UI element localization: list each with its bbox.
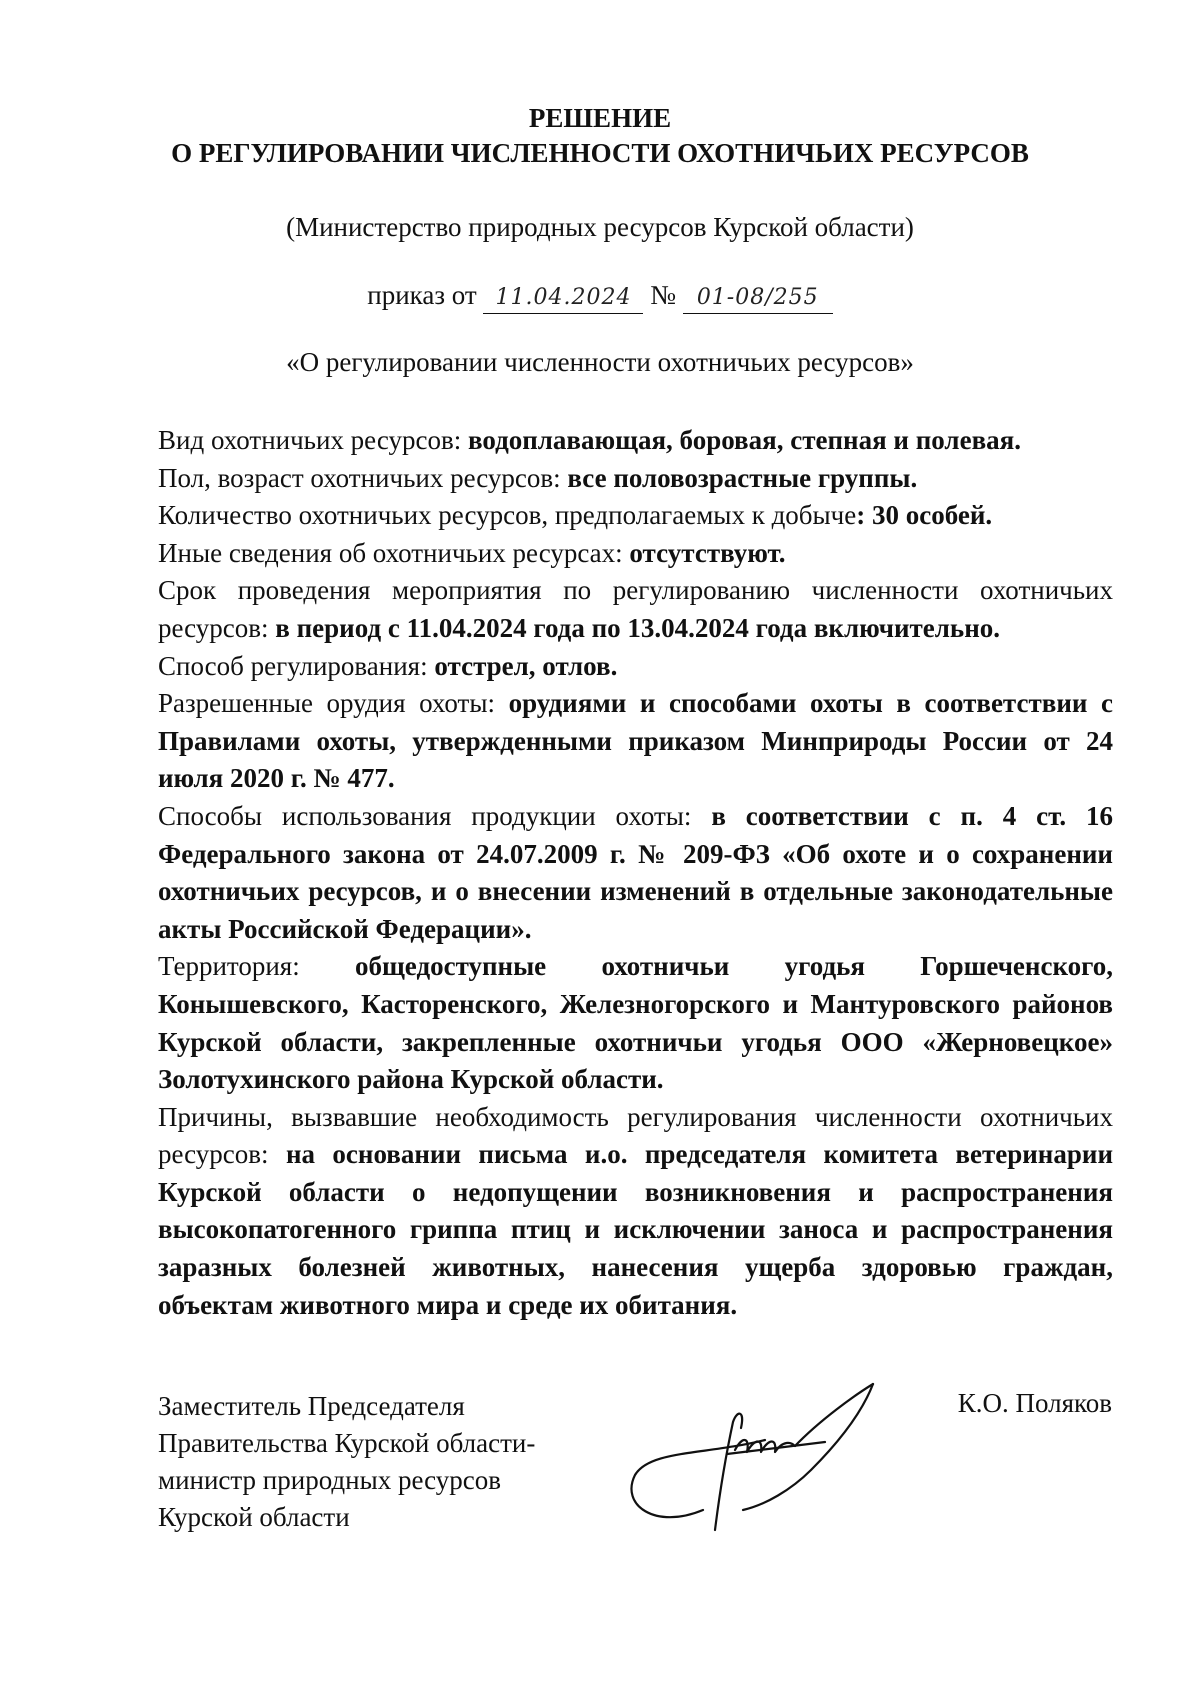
species-row [158,422,1113,460]
reasons-label: Причины, вызвавшие необходимость регулирования численности охотничьих ресурсов: [158,1101,1113,1170]
tools-label: Разрешенные орудия охоты: [158,688,509,719]
species-label: Вид охотничьих ресурсов: [158,425,468,455]
method-row [158,648,1113,686]
position-line: министр природных ресурсов [158,1465,502,1495]
usage-row [158,798,1113,948]
usage-label: Способы использования продукции охоты: [158,800,712,831]
period-value: в период с 11.04.2024 года по 13.04.2024 года включительно. [275,612,1000,643]
handwritten-signature [615,1380,915,1540]
tools-row [158,685,1113,798]
method-label: Способ регулирования: [158,650,435,681]
position-line: Заместитель Председателя [158,1391,465,1421]
period-row [158,572,1113,647]
reasons-row [158,1099,1113,1325]
order-date-handwritten: 11.04.2024 [483,283,643,314]
signatory-position [158,1388,535,1536]
document-title: РЕШЕНИЕ [528,103,672,133]
tools-value: орудиями и способами охоты в соответствии с Правилами охоты, утвержденными приказом Минприроды России от 24 июля 2020 г. № 477. [158,688,1113,794]
position-line: Правительства Курской области- [158,1428,536,1458]
sex-age-value: все половозрастные группы. [567,462,918,493]
quantity-label: Количество охотничьих ресурсов, предполагаемых к добыче [158,500,857,531]
quantity-value: : 30 особей. [856,500,993,531]
sex-age-row [158,460,1113,498]
method-value: отстрел, отлов. [434,650,618,681]
document-subtitle: О РЕГУЛИРОВАНИИ ЧИСЛЕННОСТИ ОХОТНИЧЬИХ РЕСУРСОВ [171,138,1029,168]
territory-label: Территория: [158,951,356,982]
other-info-row [158,535,1113,573]
usage-value: в соответствии с п. 4 ст. 16 Федерального закона от 24.07.2009 г. № 209-ФЗ «Об охоте и о сохранении охотничьих ресурсов, и о внесении изменений в отдельные законодательные акты Российской Федерации». [158,800,1113,944]
order-title: «О регулировании численности охотничьих ресурсов» [286,347,914,377]
order-number-handwritten: 01-08/255 [683,283,833,314]
issuing-authority: (Министерство природных ресурсов Курской области) [286,212,914,242]
decision-body [158,422,1113,1324]
quantity-row [158,497,1113,535]
signatory-name: К.О. Поляков [957,1388,1112,1418]
period-label: Срок проведения мероприятия по регулированию численности охотничьих ресурсов: [158,575,1113,643]
territory-row [158,948,1113,1098]
order-number-sign: № [650,280,676,310]
order-prefix: приказ от [367,280,477,310]
order-reference [0,280,1200,314]
reasons-value: на основании письма и.о. председателя комитета ветеринарии Курской области о недопущении возникновения и распространения высокопатогенного гриппа птиц и исключении заноса и распространения заразных болезней животных, нанесения ущерба здоровью граждан, объектам животного мира и среде их обитания. [158,1139,1113,1320]
territory-value: общедоступные охотничьи угодья Горшеченского, Конышевского, Касторенского, Железногорского и Мантуровского районов Курской области, закрепленные охотничьи угодья ООО «Жерновецкое» Золотухинского района Курской области. [158,951,1113,1095]
other-info-label: Иные сведения об охотничьих ресурсах: [158,537,630,568]
position-line: Курской области [158,1502,350,1532]
other-info-value: отсутствуют. [629,537,786,568]
sex-age-label: Пол, возраст охотничьих ресурсов: [158,462,568,493]
species-value: водоплавающая, боровая, степная и полевая. [467,425,1022,455]
